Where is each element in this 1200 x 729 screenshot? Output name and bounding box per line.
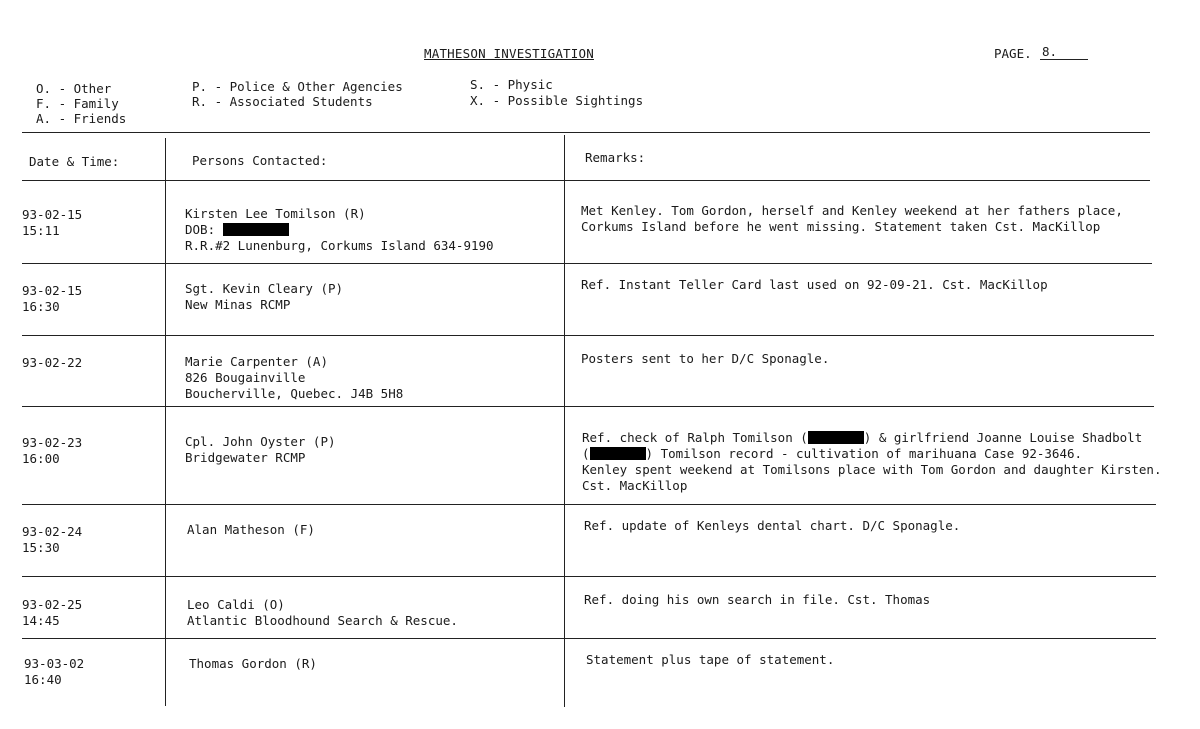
persons-cell bbox=[187, 597, 458, 629]
persons-cell bbox=[189, 656, 317, 672]
date: 93-02-15 bbox=[22, 207, 83, 222]
remark-line: Ref. doing his own search in file. Cst. Thomas bbox=[584, 592, 931, 607]
top-rule bbox=[22, 132, 1150, 133]
remarks-cell bbox=[584, 592, 930, 608]
remark-line: Posters sent to her D/C Sponagle. bbox=[581, 351, 830, 366]
time: 16:00 bbox=[22, 451, 60, 466]
person-name: Marie Carpenter (A) bbox=[185, 354, 328, 369]
time: 15:30 bbox=[22, 540, 60, 555]
date-cell bbox=[22, 597, 82, 629]
remark-line: Ref. update of Kenleys dental chart. D/C Sponagle. bbox=[584, 518, 961, 533]
row-divider bbox=[22, 638, 1156, 639]
row-divider bbox=[22, 576, 1156, 577]
date: 93-02-25 bbox=[22, 597, 83, 612]
header-date-time: Date & Time: bbox=[29, 154, 120, 169]
person-detail: Atlantic Bloodhound Search & Rescue. bbox=[187, 613, 458, 628]
row-divider bbox=[22, 504, 1156, 505]
remark-line: Kenley spent weekend at Tomilsons place with Tom Gordon and daughter Kirsten. bbox=[582, 462, 1162, 477]
document-title: MATHESON INVESTIGATION bbox=[424, 46, 594, 61]
legend-possible-sightings: X. - Possible Sightings bbox=[470, 93, 644, 108]
column-divider bbox=[165, 138, 166, 706]
persons-cell bbox=[185, 354, 403, 402]
person-detail: 826 Bougainville bbox=[185, 370, 306, 385]
legend-other: O. - Other bbox=[36, 81, 112, 96]
persons-cell bbox=[187, 522, 315, 538]
person-name: Kirsten Lee Tomilson (R) bbox=[185, 206, 366, 221]
page-label: PAGE. bbox=[994, 46, 1032, 61]
remarks-cell bbox=[581, 277, 1048, 293]
redaction-bar bbox=[223, 223, 289, 236]
person-name: Leo Caldi (O) bbox=[187, 597, 285, 612]
remark-line: Statement plus tape of statement. bbox=[586, 652, 835, 667]
header-rule bbox=[22, 180, 1150, 181]
person-name: Cpl. John Oyster (P) bbox=[185, 434, 336, 449]
remark-text: ) Tomilson record - cultivation of marihuana Case 92-3646. bbox=[645, 446, 1083, 461]
remark-line: Cst. MacKillop bbox=[582, 478, 688, 493]
person-name: Alan Matheson (F) bbox=[187, 522, 315, 537]
date-cell bbox=[22, 283, 82, 315]
time: 16:30 bbox=[22, 299, 60, 314]
row-divider bbox=[22, 263, 1152, 264]
remark-line: Ref. Instant Teller Card last used on 92-09-21. Cst. MacKillop bbox=[581, 277, 1048, 292]
remark-text: ( bbox=[582, 446, 590, 461]
remarks-cell bbox=[581, 203, 1123, 235]
date: 93-02-23 bbox=[22, 435, 83, 450]
persons-cell bbox=[185, 434, 336, 466]
time: 16:40 bbox=[24, 672, 62, 687]
remarks-cell bbox=[582, 430, 1161, 494]
person-detail: Bridgewater RCMP bbox=[185, 450, 306, 465]
person-detail: New Minas RCMP bbox=[185, 297, 291, 312]
person-detail: R.R.#2 Lunenburg, Corkums Island 634-9190 bbox=[185, 238, 494, 253]
legend-associated-students: R. - Associated Students bbox=[192, 94, 373, 109]
row-divider bbox=[22, 406, 1154, 407]
page-number: 8. bbox=[1040, 44, 1088, 60]
date-cell bbox=[22, 435, 82, 467]
remarks-cell bbox=[584, 518, 960, 534]
header-remarks: Remarks: bbox=[585, 150, 646, 165]
persons-cell bbox=[185, 206, 494, 254]
date-cell bbox=[22, 207, 82, 239]
date-cell bbox=[22, 355, 82, 371]
person-name: Sgt. Kevin Cleary (P) bbox=[185, 281, 344, 296]
redaction-bar bbox=[590, 447, 646, 460]
remark-text: Ref. check of Ralph Tomilson ( bbox=[582, 430, 808, 445]
legend-physic: S. - Physic bbox=[470, 77, 553, 92]
remark-line: Corkums Island before he went missing. Statement taken Cst. MacKillop bbox=[581, 219, 1101, 234]
date-cell bbox=[24, 656, 84, 688]
legend-friends: A. - Friends bbox=[36, 111, 127, 126]
remarks-cell bbox=[581, 351, 829, 367]
date: 93-03-02 bbox=[24, 656, 85, 671]
header-persons-contacted: Persons Contacted: bbox=[192, 153, 328, 168]
remark-text: ) & girlfriend Joanne Louise Shadbolt bbox=[863, 430, 1143, 445]
legend-family: F. - Family bbox=[36, 96, 119, 111]
date: 93-02-15 bbox=[22, 283, 83, 298]
time: 15:11 bbox=[22, 223, 60, 238]
date: 93-02-22 bbox=[22, 355, 83, 370]
dob-label: DOB: bbox=[185, 222, 216, 237]
remark-line: Met Kenley. Tom Gordon, herself and Kenley weekend at her fathers place, bbox=[581, 203, 1123, 218]
time: 14:45 bbox=[22, 613, 60, 628]
remarks-cell bbox=[586, 652, 834, 668]
date: 93-02-24 bbox=[22, 524, 83, 539]
column-divider bbox=[564, 135, 565, 707]
date-cell bbox=[22, 524, 82, 556]
person-detail: Boucherville, Quebec. J4B 5H8 bbox=[185, 386, 404, 401]
redaction-bar bbox=[808, 431, 864, 444]
person-name: Thomas Gordon (R) bbox=[189, 656, 317, 671]
persons-cell bbox=[185, 281, 343, 313]
row-divider bbox=[22, 335, 1154, 336]
legend-police: P. - Police & Other Agencies bbox=[192, 79, 403, 94]
